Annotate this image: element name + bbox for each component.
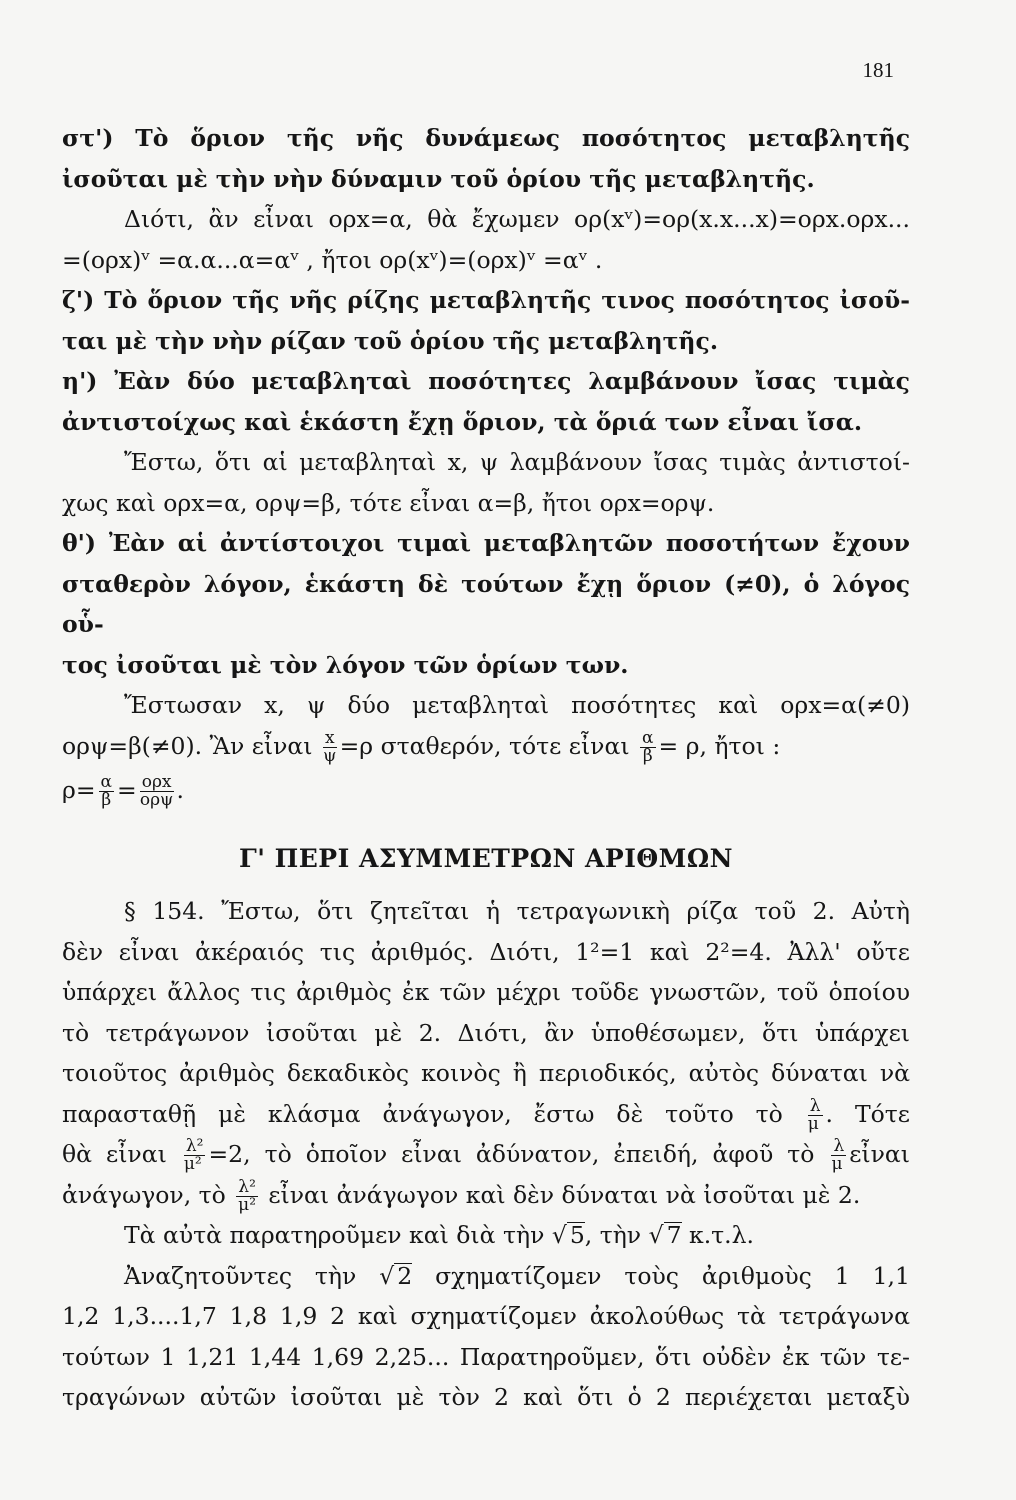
- text-line: ἰσοῦται μὲ τὴν νὴν δύναμιν τοῦ ὁρίου τῆς μεταβλητῆς.: [62, 164, 815, 193]
- fraction-denominator: ψ: [323, 745, 337, 766]
- radical-sign: √: [648, 1221, 664, 1249]
- text-line: [62, 1215, 910, 1256]
- fraction-denominator: μ: [807, 1113, 819, 1134]
- page-body: [62, 118, 910, 1418]
- text-run: =2, τὸ ὁποῖον εἶναι ἀδύνατον, ἐπειδή, ἀφοῦ τὸ: [208, 1140, 815, 1168]
- fraction-numerator: ορx: [141, 772, 172, 792]
- fraction: [640, 727, 655, 766]
- radicand: 2: [394, 1263, 412, 1288]
- radicand: 7: [664, 1222, 682, 1247]
- fraction-denominator: μ: [831, 1154, 843, 1174]
- text-run: θὰ εἶναι: [62, 1140, 167, 1168]
- square-root: [649, 1221, 682, 1249]
- fraction-numerator: x: [325, 727, 335, 748]
- text-run: ορψ=β(≠0). Ἂν εἶναι: [62, 731, 313, 760]
- text-run: = ρ, ἤτοι :: [658, 731, 781, 760]
- text-run: εἶναι ἀνάγωγον καὶ δὲν δύναται νὰ ἰσοῦται μὲ 2.: [268, 1180, 861, 1209]
- fraction-numerator: λ²: [185, 1136, 204, 1156]
- text-line: η') Ἐὰν δύο μεταβληταὶ ποσότητες λαμβάνουν ἴσας τιμὰς: [62, 367, 910, 395]
- text-line: [62, 1094, 910, 1135]
- fraction-numerator: λ: [809, 1095, 821, 1116]
- text-run: , τὴν: [584, 1221, 642, 1249]
- fraction-denominator: μ²: [183, 1154, 202, 1174]
- fraction-denominator: β: [101, 790, 112, 810]
- fraction: [99, 774, 114, 809]
- text-run: κ.τ.λ.: [689, 1221, 754, 1249]
- section-heading: Γ' ΠΕΡΙ ΑΣΥΜΜΕΤΡΩΝ ΑΡΙΘΜΩΝ: [239, 843, 733, 873]
- text-line: 1,2 1,3....1,7 1,8 1,9 2 καὶ σχηματίζομεν ἀκολούθως τὰ τετράγωνα: [62, 1302, 910, 1330]
- text-line: τὸ τετράγωνον ἰσοῦται μὲ 2. Διότι, ἂν ὑποθέσωμεν, ὅτι ὑπάρχει: [62, 1018, 910, 1047]
- text-line: δὲν εἶναι ἀκέραιός τις ἀριθμός. Διότι, 1²=1 καὶ 2²=4. Ἀλλ' οὔτε: [62, 937, 910, 966]
- text-run: εἶναι: [849, 1140, 910, 1168]
- text-line: τος ἰσοῦται μὲ τὸν λόγον τῶν ὁρίων των.: [62, 650, 629, 679]
- radicand: 5: [567, 1222, 585, 1247]
- text-line: ζ') Τὸ ὅριον τῆς νῆς ρίζης μεταβλητῆς τινος ποσότητος ἰσοῦ-: [62, 286, 910, 314]
- fraction: [140, 774, 174, 809]
- text-run: παρασταθῇ μὲ κλάσμα ἀνάγωγον, ἔστω δὲ τοῦτο τὸ: [62, 1099, 783, 1128]
- text-run: . Τότε: [825, 1099, 910, 1128]
- text-line: =(ορx)ᵛ =α.α...α=αᵛ , ἤτοι ορ(xᵛ)=(ορx)ᵛ =αᵛ .: [62, 245, 603, 274]
- text-line: [62, 1175, 910, 1216]
- text-line: ὑπάρχει ἄλλος τις ἀριθμὸς ἐκ τῶν μέχρι τοῦδε γνωστῶν, τοῦ ὁποίου: [62, 978, 910, 1006]
- text-run: .: [176, 776, 185, 804]
- fraction-numerator: λ²: [238, 1176, 256, 1197]
- text-line: ἀντιστοίχως καὶ ἑκάστη ἔχῃ ὅριον, τὰ ὅριά των εἶναι ἴσα.: [62, 407, 862, 436]
- text-run: Τὰ αὐτὰ παρατηροῦμεν καὶ διὰ τὴν: [124, 1221, 545, 1249]
- text-line: στ') Τὸ ὅριον τῆς νῆς δυνάμεως ποσότητος μεταβλητῆς: [62, 124, 910, 152]
- square-root: [379, 1262, 412, 1290]
- text-run: =: [117, 776, 137, 804]
- fraction-numerator: α: [642, 727, 654, 748]
- square-root: [552, 1221, 585, 1249]
- fraction: [323, 727, 337, 766]
- text-line: Ἔστωσαν x, ψ δύο μεταβληταὶ ποσότητες καὶ ορx=α(≠0): [124, 691, 910, 719]
- fraction-denominator: β: [642, 745, 653, 766]
- fraction-denominator: μ²: [238, 1194, 257, 1215]
- text-line: [62, 1256, 910, 1297]
- fraction: [184, 1138, 206, 1173]
- fraction-numerator: λ: [833, 1136, 845, 1156]
- fraction-denominator: ορψ: [139, 790, 174, 810]
- text-line: [62, 726, 910, 767]
- radical-sign: √: [379, 1261, 395, 1290]
- text-line: [62, 1134, 910, 1175]
- text-line: σταθερὸν λόγον, ἑκάστη δὲ τούτων ἔχῃ ὅριον (≠0), ὁ λόγος οὗ-: [62, 569, 910, 638]
- text-line: θ') Ἐὰν αἱ ἀντίστοιχοι τιμαὶ μεταβλητῶν ποσοτήτων ἔχουν: [62, 529, 910, 557]
- fraction: [807, 1095, 823, 1134]
- text-line: τοιοῦτος ἀριθμὸς δεκαδικὸς κοινὸς ἢ περιοδικός, αὐτὸς δύναται νὰ: [62, 1059, 910, 1087]
- text-line: ται μὲ τὴν νὴν ρίζαν τοῦ ὁρίου τῆς μεταβλητῆς.: [62, 326, 719, 355]
- page-number: 181: [862, 58, 894, 82]
- text-line: [62, 770, 910, 811]
- fraction-numerator: α: [100, 772, 112, 792]
- text-run: =ρ σταθερόν, τότε εἶναι: [339, 731, 630, 760]
- text-run: Ἀναζητοῦντες τὴν: [124, 1261, 357, 1290]
- text-run: σχηματίζομεν τοὺς ἀριθμοὺς 1 1,1: [435, 1261, 910, 1290]
- fraction: [831, 1138, 846, 1173]
- radical-sign: √: [551, 1221, 567, 1249]
- text-line: Διότι, ἂν εἶναι ορx=α, θὰ ἔχωμεν ορ(xᵛ)=ορ(x.x...x)=ορx.ορx...: [124, 205, 910, 233]
- text-line: Ἔστω, ὅτι αἱ μεταβληταὶ x, ψ λαμβάνουν ἴσας τιμὰς ἀντιστοί-: [124, 448, 910, 476]
- fraction: [236, 1176, 258, 1215]
- text-run: ρ=: [62, 776, 96, 804]
- text-line: χως καὶ ορx=α, ορψ=β, τότε εἶναι α=β, ἤτοι ορx=ορψ.: [62, 488, 715, 517]
- text-line: τραγώνων αὐτῶν ἰσοῦται μὲ τὸν 2 καὶ ὅτι ὁ 2 περιέχεται μεταξὺ: [62, 1383, 910, 1411]
- text-run: ἀνάγωγον, τὸ: [62, 1180, 226, 1209]
- text-line: § 154. Ἔστω, ὅτι ζητεῖται ἡ τετραγωνικὴ ρίζα τοῦ 2. Αὐτὴ: [124, 897, 910, 925]
- text-line: τούτων 1 1,21 1,44 1,69 2,25... Παρατηροῦμεν, ὅτι οὐδὲν ἐκ τῶν τε-: [62, 1342, 910, 1371]
